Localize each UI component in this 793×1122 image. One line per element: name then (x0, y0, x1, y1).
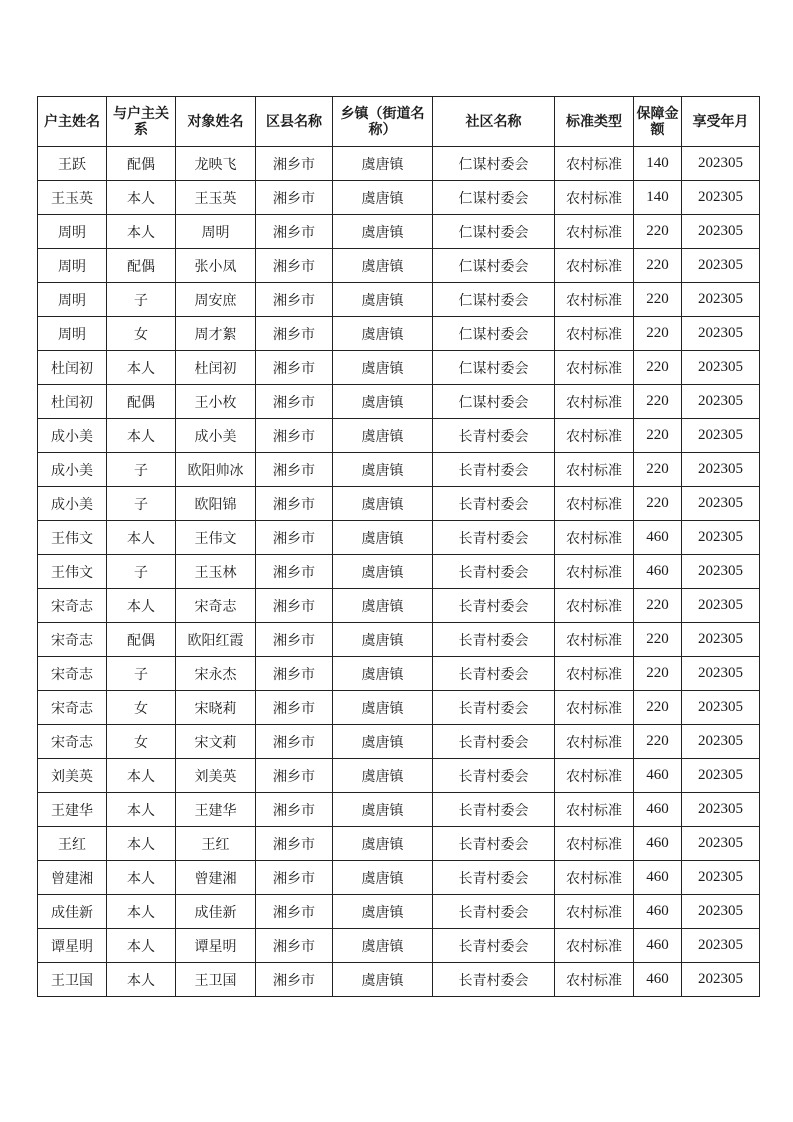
cell-recipient-name: 欧阳帅冰 (176, 453, 256, 487)
cell-period: 202305 (682, 589, 760, 623)
cell-recipient-name: 王小枚 (176, 385, 256, 419)
cell-township: 虞唐镇 (333, 487, 433, 521)
cell-relation: 女 (107, 317, 176, 351)
cell-amount: 220 (634, 215, 682, 249)
cell-amount: 460 (634, 555, 682, 589)
cell-county: 湘乡市 (256, 827, 333, 861)
table-row (38, 827, 760, 861)
cell-standard-type: 农村标准 (555, 351, 634, 385)
cell-amount: 460 (634, 929, 682, 963)
beneficiary-table (37, 96, 760, 997)
cell-standard-type: 农村标准 (555, 691, 634, 725)
cell-relation: 本人 (107, 793, 176, 827)
cell-relation: 本人 (107, 759, 176, 793)
cell-householder-name: 成小美 (38, 487, 107, 521)
table-row (38, 691, 760, 725)
cell-period: 202305 (682, 487, 760, 521)
cell-amount: 140 (634, 181, 682, 215)
cell-standard-type: 农村标准 (555, 555, 634, 589)
header-community: 社区名称 (433, 97, 555, 147)
cell-township: 虞唐镇 (333, 181, 433, 215)
cell-period: 202305 (682, 827, 760, 861)
cell-householder-name: 杜闰初 (38, 385, 107, 419)
cell-period: 202305 (682, 453, 760, 487)
cell-amount: 460 (634, 759, 682, 793)
cell-community: 仁谋村委会 (433, 181, 555, 215)
table-row (38, 215, 760, 249)
cell-amount: 460 (634, 827, 682, 861)
cell-relation: 子 (107, 657, 176, 691)
cell-relation: 配偶 (107, 385, 176, 419)
cell-community: 长青村委会 (433, 657, 555, 691)
cell-recipient-name: 成小美 (176, 419, 256, 453)
table-row (38, 725, 760, 759)
cell-county: 湘乡市 (256, 793, 333, 827)
cell-relation: 配偶 (107, 147, 176, 181)
cell-township: 虞唐镇 (333, 589, 433, 623)
cell-community: 仁谋村委会 (433, 317, 555, 351)
cell-period: 202305 (682, 963, 760, 997)
cell-relation: 本人 (107, 215, 176, 249)
header-township: 乡镇（街道名称） (333, 97, 433, 147)
cell-township: 虞唐镇 (333, 725, 433, 759)
cell-householder-name: 周明 (38, 215, 107, 249)
cell-community: 长青村委会 (433, 589, 555, 623)
cell-community: 长青村委会 (433, 453, 555, 487)
cell-township: 虞唐镇 (333, 895, 433, 929)
header-householder-name: 户主姓名 (38, 97, 107, 147)
cell-householder-name: 宋奇志 (38, 691, 107, 725)
cell-householder-name: 曾建湘 (38, 861, 107, 895)
cell-recipient-name: 龙映飞 (176, 147, 256, 181)
cell-county: 湘乡市 (256, 657, 333, 691)
cell-householder-name: 成小美 (38, 453, 107, 487)
cell-relation: 本人 (107, 419, 176, 453)
cell-amount: 220 (634, 283, 682, 317)
cell-recipient-name: 王玉林 (176, 555, 256, 589)
cell-standard-type: 农村标准 (555, 793, 634, 827)
cell-standard-type: 农村标准 (555, 589, 634, 623)
cell-recipient-name: 王卫国 (176, 963, 256, 997)
cell-standard-type: 农村标准 (555, 929, 634, 963)
cell-recipient-name: 王红 (176, 827, 256, 861)
cell-township: 虞唐镇 (333, 929, 433, 963)
cell-amount: 220 (634, 453, 682, 487)
cell-relation: 本人 (107, 181, 176, 215)
cell-county: 湘乡市 (256, 147, 333, 181)
cell-relation: 子 (107, 487, 176, 521)
cell-recipient-name: 宋晓莉 (176, 691, 256, 725)
cell-township: 虞唐镇 (333, 453, 433, 487)
cell-township: 虞唐镇 (333, 521, 433, 555)
cell-period: 202305 (682, 895, 760, 929)
cell-township: 虞唐镇 (333, 963, 433, 997)
cell-community: 长青村委会 (433, 487, 555, 521)
cell-county: 湘乡市 (256, 691, 333, 725)
cell-amount: 220 (634, 691, 682, 725)
cell-householder-name: 王卫国 (38, 963, 107, 997)
cell-householder-name: 周明 (38, 283, 107, 317)
cell-community: 长青村委会 (433, 623, 555, 657)
cell-relation: 子 (107, 283, 176, 317)
header-period: 享受年月 (682, 97, 760, 147)
cell-period: 202305 (682, 147, 760, 181)
cell-recipient-name: 宋奇志 (176, 589, 256, 623)
table-row (38, 249, 760, 283)
cell-recipient-name: 王建华 (176, 793, 256, 827)
cell-householder-name: 杜闰初 (38, 351, 107, 385)
cell-community: 仁谋村委会 (433, 147, 555, 181)
cell-recipient-name: 谭星明 (176, 929, 256, 963)
cell-community: 仁谋村委会 (433, 385, 555, 419)
cell-county: 湘乡市 (256, 589, 333, 623)
cell-recipient-name: 曾建湘 (176, 861, 256, 895)
cell-period: 202305 (682, 249, 760, 283)
cell-period: 202305 (682, 351, 760, 385)
cell-householder-name: 宋奇志 (38, 623, 107, 657)
cell-householder-name: 王伟文 (38, 555, 107, 589)
cell-standard-type: 农村标准 (555, 147, 634, 181)
table-row (38, 759, 760, 793)
cell-standard-type: 农村标准 (555, 215, 634, 249)
cell-recipient-name: 周明 (176, 215, 256, 249)
cell-period: 202305 (682, 657, 760, 691)
cell-township: 虞唐镇 (333, 419, 433, 453)
cell-standard-type: 农村标准 (555, 487, 634, 521)
cell-township: 虞唐镇 (333, 759, 433, 793)
table-row (38, 861, 760, 895)
cell-relation: 本人 (107, 929, 176, 963)
cell-township: 虞唐镇 (333, 317, 433, 351)
cell-township: 虞唐镇 (333, 147, 433, 181)
cell-county: 湘乡市 (256, 895, 333, 929)
table-row (38, 521, 760, 555)
cell-township: 虞唐镇 (333, 249, 433, 283)
cell-community: 长青村委会 (433, 827, 555, 861)
table-row (38, 385, 760, 419)
cell-county: 湘乡市 (256, 623, 333, 657)
cell-period: 202305 (682, 929, 760, 963)
cell-period: 202305 (682, 793, 760, 827)
cell-relation: 配偶 (107, 623, 176, 657)
cell-householder-name: 周明 (38, 249, 107, 283)
cell-amount: 220 (634, 317, 682, 351)
cell-householder-name: 宋奇志 (38, 725, 107, 759)
cell-standard-type: 农村标准 (555, 623, 634, 657)
cell-county: 湘乡市 (256, 385, 333, 419)
cell-township: 虞唐镇 (333, 827, 433, 861)
cell-township: 虞唐镇 (333, 793, 433, 827)
cell-county: 湘乡市 (256, 759, 333, 793)
cell-recipient-name: 宋永杰 (176, 657, 256, 691)
cell-community: 长青村委会 (433, 929, 555, 963)
cell-standard-type: 农村标准 (555, 895, 634, 929)
cell-county: 湘乡市 (256, 351, 333, 385)
cell-county: 湘乡市 (256, 181, 333, 215)
table-row (38, 181, 760, 215)
cell-county: 湘乡市 (256, 929, 333, 963)
cell-standard-type: 农村标准 (555, 861, 634, 895)
cell-householder-name: 王伟文 (38, 521, 107, 555)
cell-relation: 本人 (107, 895, 176, 929)
cell-recipient-name: 刘美英 (176, 759, 256, 793)
table-row (38, 895, 760, 929)
header-county: 区县名称 (256, 97, 333, 147)
cell-township: 虞唐镇 (333, 657, 433, 691)
cell-standard-type: 农村标准 (555, 521, 634, 555)
cell-recipient-name: 周才絮 (176, 317, 256, 351)
cell-community: 长青村委会 (433, 793, 555, 827)
cell-standard-type: 农村标准 (555, 657, 634, 691)
cell-relation: 本人 (107, 521, 176, 555)
cell-period: 202305 (682, 419, 760, 453)
cell-standard-type: 农村标准 (555, 385, 634, 419)
cell-period: 202305 (682, 317, 760, 351)
table-row (38, 147, 760, 181)
table-row (38, 793, 760, 827)
cell-householder-name: 宋奇志 (38, 657, 107, 691)
cell-community: 仁谋村委会 (433, 215, 555, 249)
cell-standard-type: 农村标准 (555, 419, 634, 453)
cell-county: 湘乡市 (256, 555, 333, 589)
cell-recipient-name: 成佳新 (176, 895, 256, 929)
cell-recipient-name: 王玉英 (176, 181, 256, 215)
cell-period: 202305 (682, 385, 760, 419)
cell-township: 虞唐镇 (333, 691, 433, 725)
header-amount: 保障金额 (634, 97, 682, 147)
cell-county: 湘乡市 (256, 453, 333, 487)
cell-householder-name: 宋奇志 (38, 589, 107, 623)
table-row (38, 555, 760, 589)
cell-amount: 460 (634, 521, 682, 555)
cell-recipient-name: 欧阳红霞 (176, 623, 256, 657)
cell-recipient-name: 欧阳锦 (176, 487, 256, 521)
cell-period: 202305 (682, 283, 760, 317)
cell-community: 长青村委会 (433, 759, 555, 793)
table-row (38, 317, 760, 351)
cell-township: 虞唐镇 (333, 623, 433, 657)
cell-amount: 220 (634, 351, 682, 385)
cell-period: 202305 (682, 181, 760, 215)
cell-householder-name: 谭星明 (38, 929, 107, 963)
cell-township: 虞唐镇 (333, 861, 433, 895)
cell-householder-name: 王玉英 (38, 181, 107, 215)
cell-community: 长青村委会 (433, 555, 555, 589)
cell-county: 湘乡市 (256, 725, 333, 759)
cell-period: 202305 (682, 215, 760, 249)
cell-amount: 460 (634, 895, 682, 929)
cell-standard-type: 农村标准 (555, 725, 634, 759)
cell-county: 湘乡市 (256, 419, 333, 453)
cell-community: 长青村委会 (433, 963, 555, 997)
cell-standard-type: 农村标准 (555, 827, 634, 861)
cell-standard-type: 农村标准 (555, 453, 634, 487)
cell-township: 虞唐镇 (333, 215, 433, 249)
cell-amount: 220 (634, 249, 682, 283)
cell-relation: 本人 (107, 351, 176, 385)
cell-amount: 140 (634, 147, 682, 181)
cell-county: 湘乡市 (256, 861, 333, 895)
table-row (38, 453, 760, 487)
cell-community: 仁谋村委会 (433, 351, 555, 385)
cell-relation: 本人 (107, 827, 176, 861)
cell-period: 202305 (682, 759, 760, 793)
cell-standard-type: 农村标准 (555, 317, 634, 351)
cell-recipient-name: 周安庶 (176, 283, 256, 317)
cell-relation: 子 (107, 555, 176, 589)
cell-period: 202305 (682, 623, 760, 657)
cell-amount: 220 (634, 657, 682, 691)
table-row (38, 419, 760, 453)
cell-amount: 220 (634, 725, 682, 759)
cell-county: 湘乡市 (256, 249, 333, 283)
cell-householder-name: 周明 (38, 317, 107, 351)
cell-householder-name: 成小美 (38, 419, 107, 453)
table-row (38, 657, 760, 691)
header-standard-type: 标准类型 (555, 97, 634, 147)
table-row (38, 351, 760, 385)
cell-standard-type: 农村标准 (555, 963, 634, 997)
table-row (38, 963, 760, 997)
cell-recipient-name: 宋文莉 (176, 725, 256, 759)
cell-county: 湘乡市 (256, 283, 333, 317)
cell-county: 湘乡市 (256, 215, 333, 249)
cell-community: 长青村委会 (433, 725, 555, 759)
cell-county: 湘乡市 (256, 317, 333, 351)
cell-township: 虞唐镇 (333, 555, 433, 589)
cell-standard-type: 农村标准 (555, 181, 634, 215)
cell-community: 长青村委会 (433, 861, 555, 895)
table-row (38, 283, 760, 317)
cell-community: 长青村委会 (433, 419, 555, 453)
cell-householder-name: 王红 (38, 827, 107, 861)
table-row (38, 589, 760, 623)
cell-county: 湘乡市 (256, 963, 333, 997)
table-row (38, 929, 760, 963)
header-row (38, 97, 760, 147)
cell-county: 湘乡市 (256, 521, 333, 555)
cell-community: 仁谋村委会 (433, 249, 555, 283)
cell-period: 202305 (682, 725, 760, 759)
cell-relation: 本人 (107, 861, 176, 895)
cell-period: 202305 (682, 861, 760, 895)
cell-amount: 220 (634, 487, 682, 521)
cell-amount: 460 (634, 861, 682, 895)
cell-recipient-name: 王伟文 (176, 521, 256, 555)
cell-relation: 本人 (107, 589, 176, 623)
cell-standard-type: 农村标准 (555, 759, 634, 793)
cell-recipient-name: 张小凤 (176, 249, 256, 283)
cell-amount: 460 (634, 963, 682, 997)
cell-householder-name: 王跃 (38, 147, 107, 181)
cell-relation: 女 (107, 725, 176, 759)
cell-recipient-name: 杜闰初 (176, 351, 256, 385)
cell-community: 长青村委会 (433, 691, 555, 725)
cell-amount: 460 (634, 793, 682, 827)
cell-community: 仁谋村委会 (433, 283, 555, 317)
cell-amount: 220 (634, 623, 682, 657)
cell-relation: 子 (107, 453, 176, 487)
cell-standard-type: 农村标准 (555, 283, 634, 317)
cell-householder-name: 王建华 (38, 793, 107, 827)
cell-township: 虞唐镇 (333, 385, 433, 419)
table-row (38, 487, 760, 521)
cell-community: 长青村委会 (433, 521, 555, 555)
cell-relation: 配偶 (107, 249, 176, 283)
cell-amount: 220 (634, 589, 682, 623)
cell-householder-name: 成佳新 (38, 895, 107, 929)
cell-county: 湘乡市 (256, 487, 333, 521)
cell-amount: 220 (634, 419, 682, 453)
table-body (38, 147, 760, 997)
cell-relation: 本人 (107, 963, 176, 997)
cell-householder-name: 刘美英 (38, 759, 107, 793)
header-relation: 与户主关系 (107, 97, 176, 147)
cell-community: 长青村委会 (433, 895, 555, 929)
cell-township: 虞唐镇 (333, 351, 433, 385)
cell-standard-type: 农村标准 (555, 249, 634, 283)
header-recipient-name: 对象姓名 (176, 97, 256, 147)
cell-period: 202305 (682, 555, 760, 589)
cell-township: 虞唐镇 (333, 283, 433, 317)
table-row (38, 623, 760, 657)
cell-relation: 女 (107, 691, 176, 725)
cell-period: 202305 (682, 521, 760, 555)
cell-period: 202305 (682, 691, 760, 725)
cell-amount: 220 (634, 385, 682, 419)
